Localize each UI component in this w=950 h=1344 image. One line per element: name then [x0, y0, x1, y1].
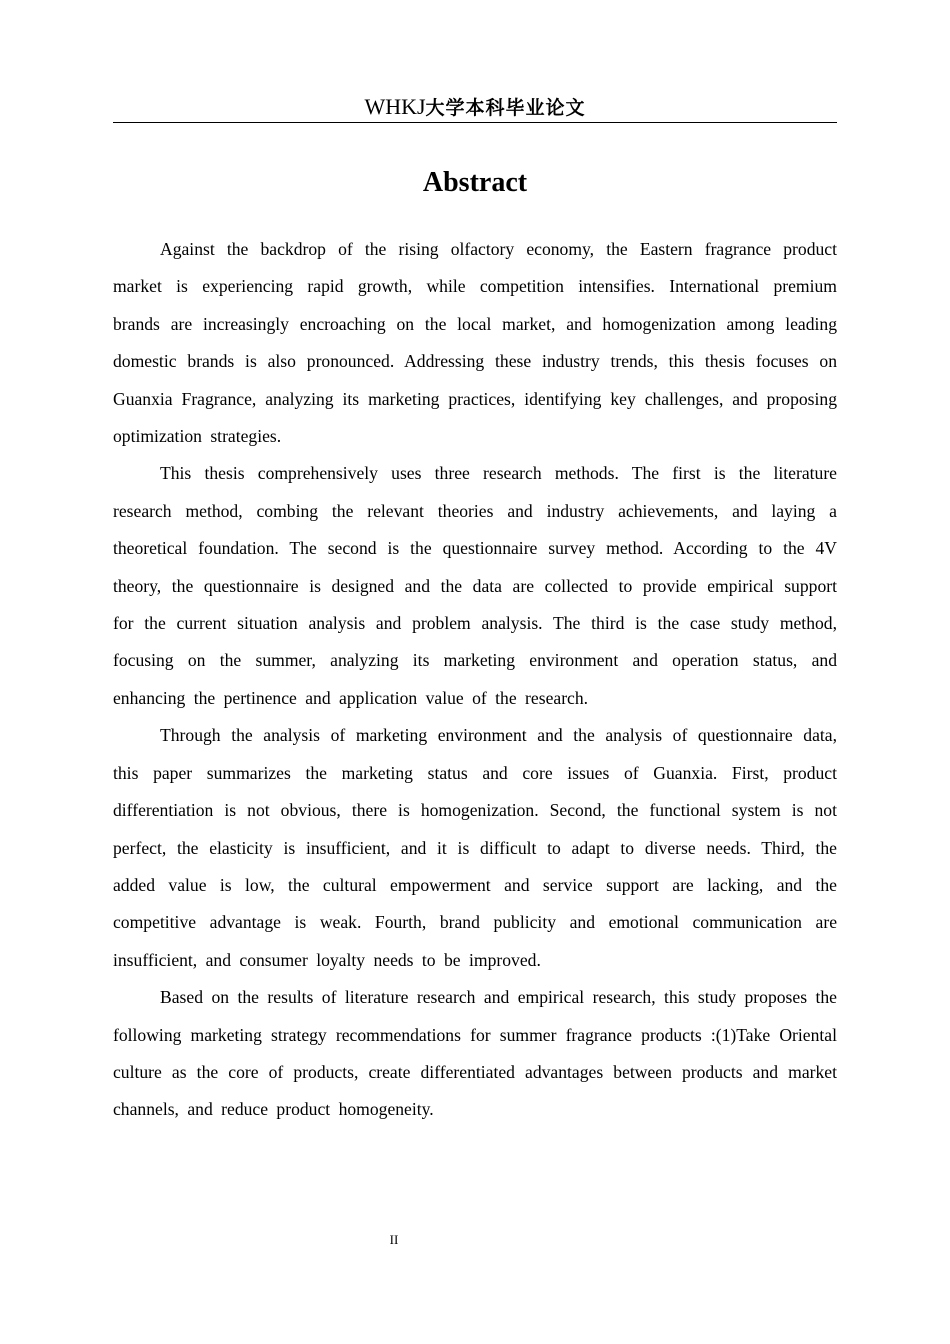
- abstract-paragraph: Based on the results of literature research and empirical research, this study proposes the following marketing strategy recommendations for summer fragrance products :(1)Take Oriental culture as the core of products, create differentiated advantages between products and market channels, and reduce product homogeneity.: [113, 987, 837, 1120]
- abstract-paragraph: Through the analysis of marketing environment and the analysis of questionnaire data, this paper summarizes the marketing status and core issues of Guanxia. First, product differentiation is not obvious, there is homogenization. Second, the functional system is not perfect, the elasticity is insufficient, and it is difficult to adapt to diverse needs. Third, the added value is low, the cultural empowerment and service support are lacking, and the competitive advantage is weak. Fourth, brand publicity and emotional communication are insufficient, and consumer loyalty needs to be improved.: [113, 725, 837, 970]
- abstract-title: Abstract: [422, 167, 528, 198]
- header-latin-text: WHKJ: [364, 94, 426, 119]
- page-number: II: [389, 1232, 399, 1247]
- abstract-paragraph: This thesis comprehensively uses three research methods. The first is the literature research method, combing the relevant theories and industry achievements, and laying a theoretical foundation. The second is the questionnaire survey method. According to the 4V theory, the questionnaire is designed and the data are collected to provide empirical support for the current situation analysis and problem analysis. The third is the case study method, focusing on the summer, analyzing its marketing environment and operation status, and enhancing the pertinence and application value of the research.: [113, 463, 837, 708]
- abstract-paragraph: Against the backdrop of the rising olfactory economy, the Eastern fragrance product market is experiencing rapid growth, while competition intensifies. International premium brands are increasingly encroaching on the local market, and homogenization among leading domestic brands is also pronounced. Addressing these industry trends, this thesis focuses on Guanxia Fragrance, analyzing its marketing practices, identifying key challenges, and proposing optimization strategies.: [113, 239, 837, 447]
- abstract-body: [113, 231, 837, 1129]
- running-header: [113, 92, 837, 123]
- header-chinese-text: 大学本科毕业论文: [425, 97, 586, 119]
